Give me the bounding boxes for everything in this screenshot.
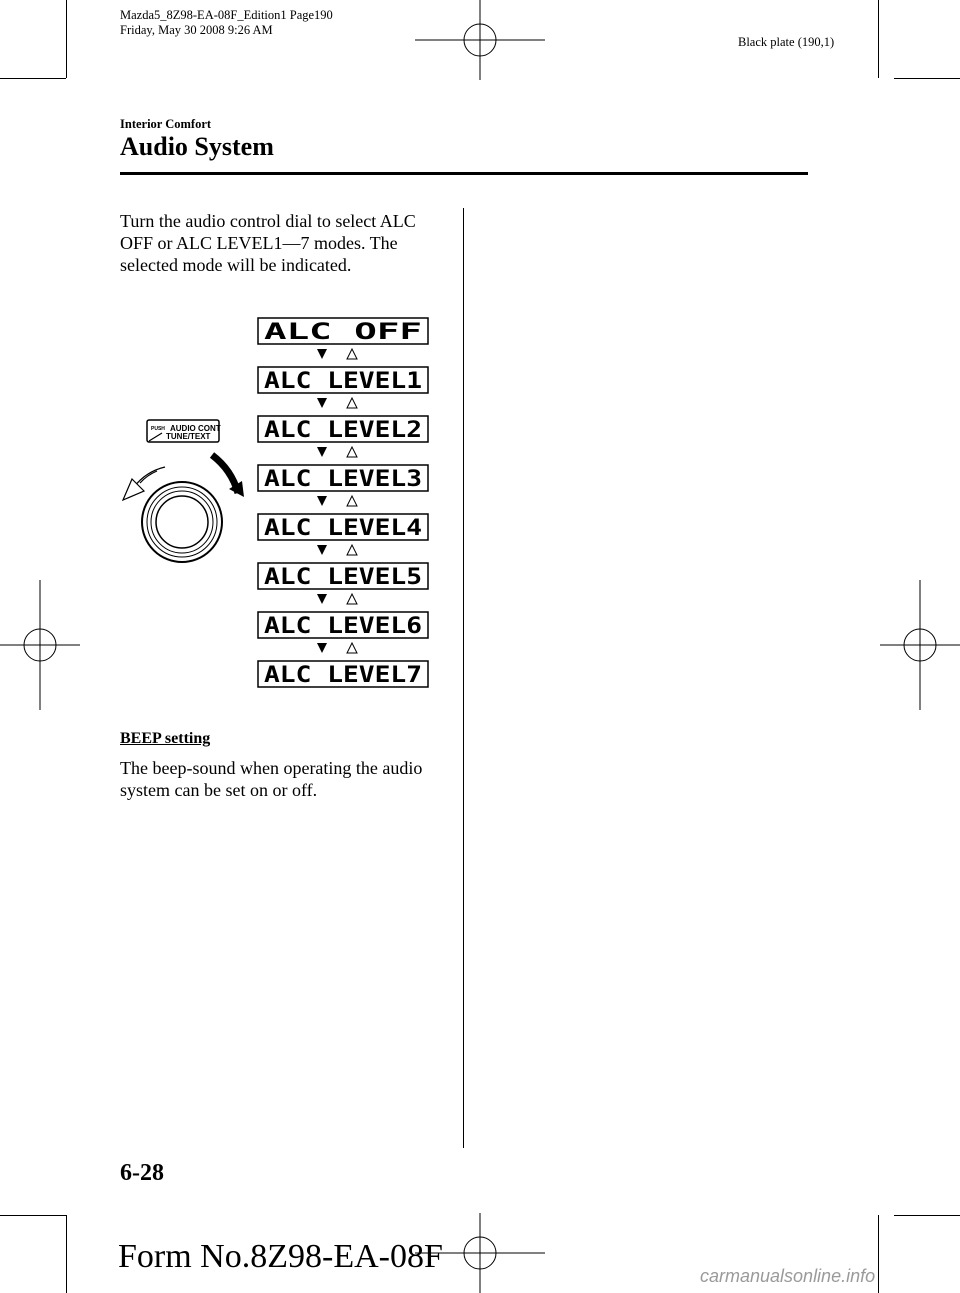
up-arrow-icon — [347, 594, 357, 604]
date-line: Friday, May 30 2008 9:26 AM — [120, 23, 273, 37]
section-label: Interior Comfort — [120, 117, 212, 131]
down-arrow-icon — [317, 398, 327, 408]
lcd-mode-label: ALC LEVEL5 — [264, 565, 422, 590]
up-arrow-icon — [347, 643, 357, 653]
down-arrow-icon — [317, 594, 327, 604]
dial-label-plate — [147, 420, 221, 442]
up-arrow-icon — [347, 496, 357, 506]
crop-mark — [0, 1215, 66, 1216]
lcd-mode-label: ALC LEVEL1 — [264, 369, 422, 394]
down-arrow-icon — [317, 349, 327, 359]
dial-label-bottom: TUNE/TEXT — [166, 432, 211, 441]
dial-label-push: PUSH — [151, 426, 165, 432]
audio-control-dial — [142, 482, 222, 562]
column-divider — [463, 208, 464, 1148]
lcd-mode-label: ALC LEVEL4 — [264, 516, 422, 541]
lcd-mode-label: ALC LEVEL6 — [264, 614, 422, 639]
crop-mark — [878, 1215, 879, 1293]
beep-paragraph: The beep-sound when operating the audio system can be set on or off. — [120, 758, 423, 800]
down-arrow-icon — [317, 643, 327, 653]
up-arrow-icon — [347, 349, 357, 359]
up-arrow-icon — [347, 447, 357, 457]
up-arrow-icon — [347, 545, 357, 555]
crop-mark — [894, 1215, 960, 1216]
lcd-mode-label: ALC OFF — [264, 320, 422, 345]
crop-mark — [66, 1215, 67, 1293]
lcd-mode-label: ALC LEVEL7 — [264, 663, 422, 688]
lcd-mode-label: ALC LEVEL3 — [264, 467, 422, 492]
crop-mark — [894, 78, 960, 79]
title-rule — [120, 172, 808, 175]
lcd-mode-label: ALC LEVEL2 — [264, 418, 422, 443]
dial-label-top: AUDIO CONT — [170, 424, 221, 433]
down-arrow-icon — [317, 496, 327, 506]
crop-mark — [0, 78, 66, 79]
file-line: Mazda5_8Z98-EA-08F_Edition1 Page190 — [120, 8, 333, 22]
plate-label: Black plate (190,1) — [738, 35, 835, 49]
watermark: carmanualsonline.info — [700, 1266, 876, 1286]
down-arrow-icon — [317, 545, 327, 555]
up-arrow-icon — [347, 398, 357, 408]
clockwise-arrow-icon — [212, 455, 244, 497]
alc-mode-figure — [110, 305, 440, 700]
lcd-mode-list — [258, 318, 428, 688]
form-number: Form No.8Z98-EA-08F — [118, 1238, 443, 1275]
beep-heading: BEEP setting — [120, 730, 211, 747]
registration-mark-right — [880, 580, 960, 710]
registration-mark-top — [415, 0, 545, 80]
body-paragraph: Turn the audio control dial to select ALC OFF or ALC LEVEL1―7 modes. The selected mode will be indicated. — [120, 211, 416, 275]
crop-mark — [66, 0, 67, 78]
down-arrow-icon — [317, 447, 327, 457]
crop-mark — [878, 0, 879, 78]
page-title: Audio System — [120, 132, 274, 161]
page-number: 6-28 — [120, 1160, 164, 1186]
registration-mark-left — [0, 580, 80, 710]
print-metadata — [120, 8, 333, 38]
